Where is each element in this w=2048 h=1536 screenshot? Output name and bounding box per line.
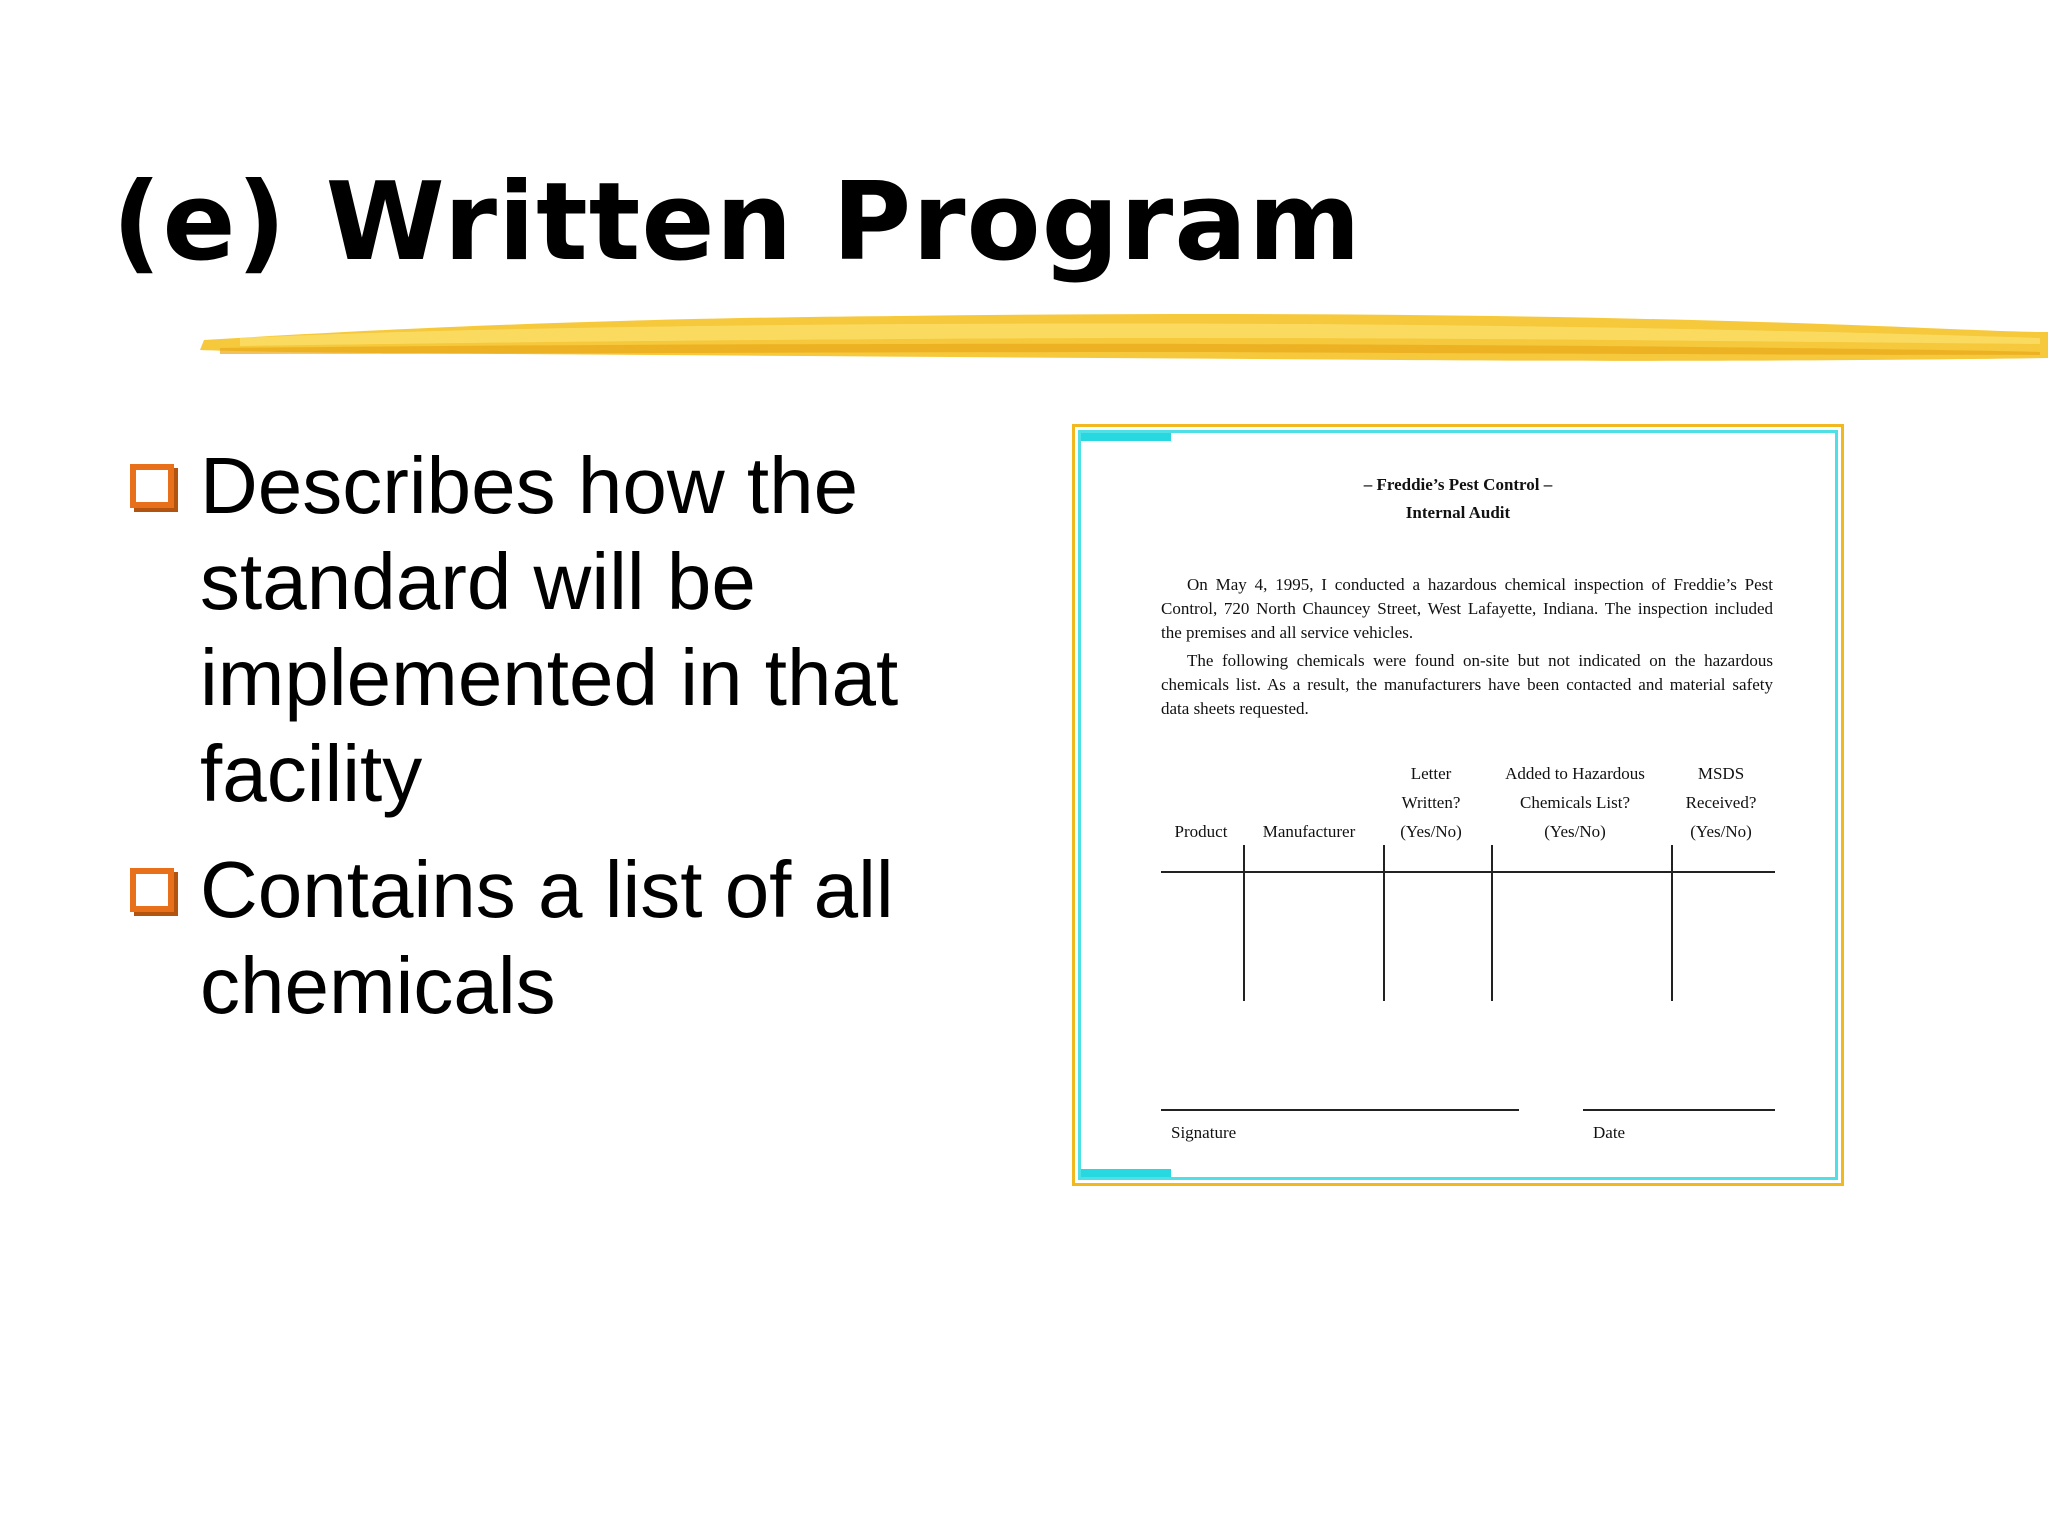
column-header-msds-line3: (Yes/No) xyxy=(1690,822,1752,841)
column-header-msds-line2: Received? xyxy=(1685,793,1757,812)
table-column-divider xyxy=(1243,845,1245,1001)
checkbox-bullet-icon xyxy=(130,868,174,912)
date-label: Date xyxy=(1593,1123,1626,1142)
column-header-letter-line2: Written? xyxy=(1401,793,1461,812)
table-column-divider xyxy=(1491,845,1493,1001)
bullet-item xyxy=(126,842,986,1034)
signature-line xyxy=(1161,1109,1519,1111)
document-paragraph: On May 4, 1995, I conducted a hazardous chemical inspection of Freddie’s Pest Control, 720 North Chauncey Street, West Lafayette, Indiana. The inspection included the premises and all service vehicles. xyxy=(1161,575,1773,642)
document-company-name: – Freddie’s Pest Control – xyxy=(1363,475,1553,494)
column-header-product: Product xyxy=(1174,822,1228,841)
frame-accent xyxy=(1081,1169,1171,1177)
document-title: Internal Audit xyxy=(1405,503,1511,522)
table-column-divider xyxy=(1383,845,1385,1001)
slide-title: (e) Written Program xyxy=(112,160,1362,285)
document-image-frame xyxy=(1072,424,1844,1186)
column-header-msds-line1: MSDS xyxy=(1697,764,1745,783)
bullet-item xyxy=(126,438,986,822)
column-header-added-line2: Chemicals List? xyxy=(1519,793,1630,812)
document-page xyxy=(1078,430,1838,1180)
column-header-added-line1: Added to Hazardous xyxy=(1505,764,1645,783)
brush-stroke-graphic xyxy=(200,298,2048,378)
column-header-manufacturer: Manufacturer xyxy=(1262,822,1356,841)
bullet-text: Contains a list of all chemicals xyxy=(200,845,894,1030)
checkbox-bullet-icon xyxy=(130,464,174,508)
column-header-added-line3: (Yes/No) xyxy=(1544,822,1606,841)
bullet-list xyxy=(126,438,986,1054)
table-header-rule xyxy=(1161,871,1775,873)
title-underline-brush-stroke xyxy=(200,298,2048,378)
column-header-letter-line1: Letter xyxy=(1410,764,1452,783)
frame-accent xyxy=(1081,433,1171,441)
signature-label: Signature xyxy=(1171,1123,1237,1142)
column-header-letter-line3: (Yes/No) xyxy=(1400,822,1462,841)
bullet-text: Describes how the standard will be implemented in that facility xyxy=(200,441,899,818)
document-paragraph: The following chemicals were found on-site but not indicated on the hazardous chemicals list. As a result, the manufacturers have been contacted and material safety data sheets requested. xyxy=(1161,651,1773,718)
date-line xyxy=(1583,1109,1775,1111)
table-column-divider xyxy=(1671,845,1673,1001)
